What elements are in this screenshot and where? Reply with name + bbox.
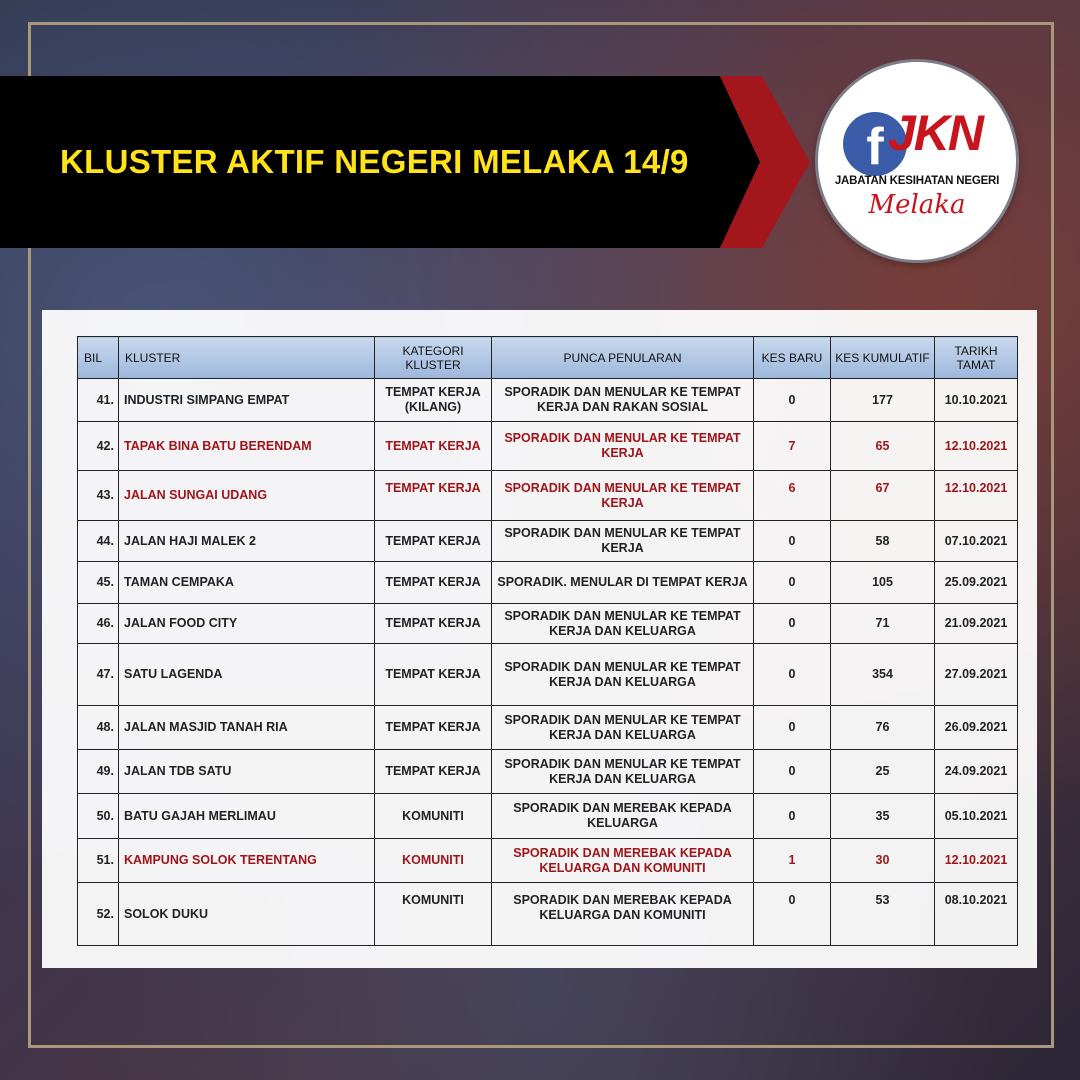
page-title: KLUSTER AKTIF NEGERI MELAKA 14/9 [60,143,689,180]
logo-mark: JKN [888,105,983,161]
cell-tarikh-tamat: 05.10.2021 [935,794,1018,839]
cell-tarikh-tamat: 25.09.2021 [935,562,1018,604]
table-row [78,422,1018,471]
header-tarikh-tamat: TARIKH TAMAT [935,337,1018,379]
cell-bil: 48. [78,706,119,750]
cell-kes-baru: 0 [754,883,831,946]
cell-kes-baru: 0 [754,562,831,604]
cell-bil: 47. [78,644,119,706]
cell-punca: SPORADIK DAN MENULAR KE TEMPAT KERJA DAN RAKAN SOSIAL [492,379,754,422]
cell-kluster: JALAN SUNGAI UDANG [119,471,375,521]
cell-kluster: SOLOK DUKU [119,883,375,946]
cell-kes-kumulatif: 65 [831,422,935,471]
cell-bil: 46. [78,604,119,644]
cell-kategori: KOMUNITI [375,839,492,883]
cell-tarikh-tamat: 08.10.2021 [935,883,1018,946]
cell-kategori: TEMPAT KERJA [375,471,492,521]
cell-kes-baru: 7 [754,422,831,471]
cell-kes-kumulatif: 177 [831,379,935,422]
cell-bil: 44. [78,521,119,562]
cell-tarikh-tamat: 24.09.2021 [935,750,1018,794]
cell-kes-baru: 0 [754,521,831,562]
cell-kategori: KOMUNITI [375,794,492,839]
cell-kes-kumulatif: 58 [831,521,935,562]
cell-kategori: TEMPAT KERJA (KILANG) [375,379,492,422]
cell-bil: 41. [78,379,119,422]
header-punca: PUNCA PENULARAN [492,337,754,379]
cell-bil: 43. [78,471,119,521]
cell-kluster: JALAN MASJID TANAH RIA [119,706,375,750]
cell-kes-kumulatif: 76 [831,706,935,750]
cell-tarikh-tamat: 12.10.2021 [935,422,1018,471]
cell-kes-kumulatif: 67 [831,471,935,521]
cell-punca: SPORADIK. MENULAR DI TEMPAT KERJA [492,562,754,604]
cell-bil: 51. [78,839,119,883]
cell-punca: SPORADIK DAN MENULAR KE TEMPAT KERJA DAN KELUARGA [492,644,754,706]
table-row [78,604,1018,644]
cell-punca: SPORADIK DAN MENULAR KE TEMPAT KERJA DAN KELUARGA [492,750,754,794]
header-kes-baru: KES BARU [754,337,831,379]
cell-kategori: TEMPAT KERJA [375,422,492,471]
cell-kategori: KOMUNITI [375,883,492,946]
cell-punca: SPORADIK DAN MEREBAK KEPADA KELUARGA [492,794,754,839]
cell-tarikh-tamat: 27.09.2021 [935,644,1018,706]
table-row [78,562,1018,604]
cell-kes-kumulatif: 30 [831,839,935,883]
cell-tarikh-tamat: 12.10.2021 [935,471,1018,521]
cell-punca: SPORADIK DAN MEREBAK KEPADA KELUARGA DAN KOMUNITI [492,839,754,883]
facebook-icon: f [843,112,907,176]
table-row [78,883,1018,946]
table-header-row [78,337,1018,379]
table-row [78,521,1018,562]
cell-kes-baru: 0 [754,794,831,839]
jkn-melaka-logo [818,62,1016,260]
cell-punca: SPORADIK DAN MENULAR KE TEMPAT KERJA DAN KELUARGA [492,604,754,644]
table-row [78,706,1018,750]
cell-kluster: INDUSTRI SIMPANG EMPAT [119,379,375,422]
cell-kluster: TAMAN CEMPAKA [119,562,375,604]
cell-punca: SPORADIK DAN MEREBAK KEPADA KELUARGA DAN KOMUNITI [492,883,754,946]
cluster-table [77,336,1018,946]
cell-kes-baru: 1 [754,839,831,883]
cell-kes-kumulatif: 105 [831,562,935,604]
cell-tarikh-tamat: 10.10.2021 [935,379,1018,422]
cell-bil: 50. [78,794,119,839]
cell-kategori: TEMPAT KERJA [375,644,492,706]
cell-tarikh-tamat: 12.10.2021 [935,839,1018,883]
cell-kluster: SATU LAGENDA [119,644,375,706]
cell-kategori: TEMPAT KERJA [375,706,492,750]
header-kategori: KATEGORI KLUSTER [375,337,492,379]
header-bil: BIL [78,337,119,379]
cell-tarikh-tamat: 07.10.2021 [935,521,1018,562]
cell-kategori: TEMPAT KERJA [375,604,492,644]
cell-kes-kumulatif: 53 [831,883,935,946]
cell-bil: 49. [78,750,119,794]
cell-punca: SPORADIK DAN MENULAR KE TEMPAT KERJA DAN KELUARGA [492,706,754,750]
cell-kes-kumulatif: 25 [831,750,935,794]
cell-punca: SPORADIK DAN MENULAR KE TEMPAT KERJA [492,521,754,562]
cell-kategori: TEMPAT KERJA [375,750,492,794]
cell-punca: SPORADIK DAN MENULAR KE TEMPAT KERJA [492,471,754,521]
cell-kes-kumulatif: 71 [831,604,935,644]
cell-kes-baru: 0 [754,379,831,422]
cell-kategori: TEMPAT KERJA [375,521,492,562]
cell-punca: SPORADIK DAN MENULAR KE TEMPAT KERJA [492,422,754,471]
cell-kes-baru: 0 [754,644,831,706]
cell-kluster: KAMPUNG SOLOK TERENTANG [119,839,375,883]
cell-kluster: JALAN FOOD CITY [119,604,375,644]
cell-kes-baru: 6 [754,471,831,521]
table-row [78,471,1018,521]
cell-kluster: JALAN HAJI MALEK 2 [119,521,375,562]
table-row [78,750,1018,794]
cell-kes-baru: 0 [754,750,831,794]
cell-kluster: TAPAK BINA BATU BERENDAM [119,422,375,471]
cell-kluster: BATU GAJAH MERLIMAU [119,794,375,839]
cell-kes-kumulatif: 35 [831,794,935,839]
cell-kategori: TEMPAT KERJA [375,562,492,604]
logo-script-text: Melaka [868,190,966,220]
cell-kes-baru: 0 [754,706,831,750]
cell-tarikh-tamat: 21.09.2021 [935,604,1018,644]
cell-bil: 52. [78,883,119,946]
header-kes-kumulatif: KES KUMULATIF [831,337,935,379]
table-row [78,794,1018,839]
cell-kes-kumulatif: 354 [831,644,935,706]
header-kluster: KLUSTER [119,337,375,379]
logo-subtitle: JABATAN KESIHATAN NEGERI [834,175,1000,187]
table-row [78,379,1018,422]
cell-kluster: JALAN TDB SATU [119,750,375,794]
table-row [78,644,1018,706]
table-row [78,839,1018,883]
cell-bil: 42. [78,422,119,471]
table-body [78,379,1018,946]
cell-tarikh-tamat: 26.09.2021 [935,706,1018,750]
cell-kes-baru: 0 [754,604,831,644]
cell-bil: 45. [78,562,119,604]
